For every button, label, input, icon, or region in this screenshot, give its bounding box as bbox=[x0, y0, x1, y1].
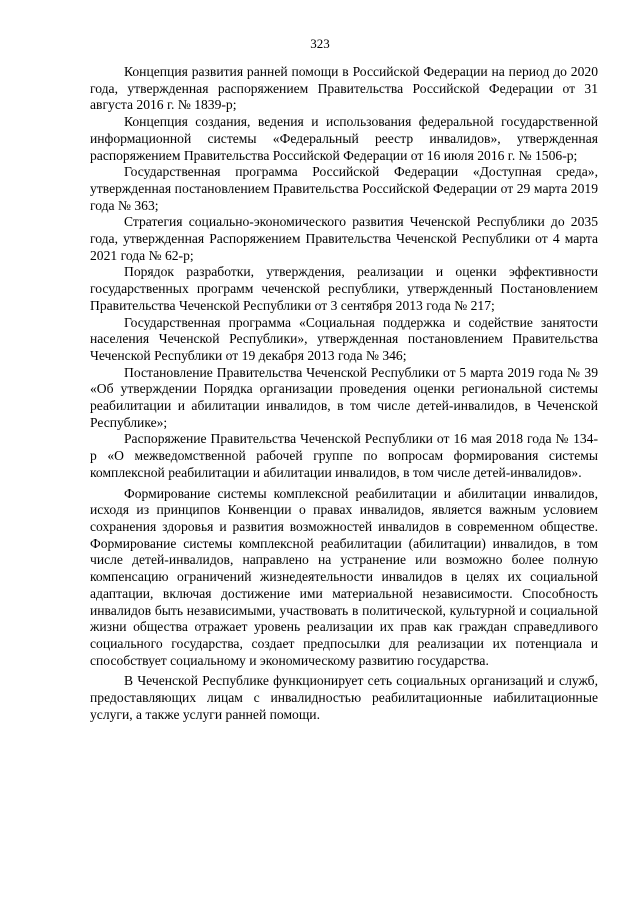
paragraph: Стратегия социально-экономического развития Чеченской Республики до 2035 года, утвержденная Распоряжением Правительства Чеченской Республики от 4 марта 2021 года № 62-р; bbox=[90, 214, 598, 263]
paragraph: Концепция развития ранней помощи в Российской Федерации на период до 2020 года, утвержденная распоряжением Правительства Российской Федерации от 31 августа 2016 г. № 1839-р; bbox=[90, 64, 598, 113]
paragraph: Концепция создания, ведения и использования федеральной государственной информационной системы «Федеральный реестр инвалидов», утвержденная распоряжением Правительства Российской Федерации от 16 июля 2016 г. № 1506-р; bbox=[90, 114, 598, 163]
paragraph: Формирование системы комплексной реабилитации и абилитации инвалидов, исходя из принципов Конвенции о правах инвалидов, является важным условием сохранения здоровья и развития возможностей инвалидов в современном обществе. Формирование системы комплексной реабилитации (абилитации) инвалидов, в том числе детей-инвалидов, направлено на устранение или возможно более полную компенсацию ограничений жизнедеятельности инвалидов в целях их социальной адаптации, включая достижение ими материальной независимости. Способность инвалидов быть независимыми, участвовать в политической, культурной и социальной жизни общества отражает уровень реализации их прав как граждан справедливого социального государства, создает предпосылки для реализации их потенциала и способствует социальному и экономическому развитию государства. bbox=[90, 485, 598, 668]
paragraph: Распоряжение Правительства Чеченской Республики от 16 мая 2018 года № 134-р «О межведомственной рабочей группе по вопросам формирования системы комплексной реабилитации и абилитации инвалидов, в том числе детей-инвалидов». bbox=[90, 431, 598, 480]
paragraph: Порядок разработки, утверждения, реализации и оценки эффективности государственных программ чеченской республики, утвержденный Постановлением Правительства Чеченской Республики от 3 сентября 2013 года № 217; bbox=[90, 264, 598, 313]
document-body bbox=[90, 64, 598, 723]
paragraph: Постановление Правительства Чеченской Республики от 5 марта 2019 года № 39 «Об утверждении Порядка организации проведения оценки региональной системы реабилитации и абилитации инвалидов, в том числе детей-инвалидов, в Чеченской Республике»; bbox=[90, 364, 598, 430]
page-number: 323 bbox=[310, 36, 330, 51]
paragraph: В Чеченской Республике функционирует сеть социальных организаций и служб, предоставляющих лицам с инвалидностью реабилитационные иабилитационные услуги, а также услуги ранней помощи. bbox=[90, 673, 598, 722]
paragraph: Государственная программа «Социальная поддержка и содействие занятости населения Чеченской Республики», утвержденная постановлением Правительства Чеченской Республики от 19 декабря 2013 года № 346; bbox=[90, 314, 598, 363]
paragraph: Государственная программа Российской Федерации «Доступная среда», утвержденная постановлением Правительства Российской Федерации от 29 марта 2019 года № 363; bbox=[90, 164, 598, 213]
